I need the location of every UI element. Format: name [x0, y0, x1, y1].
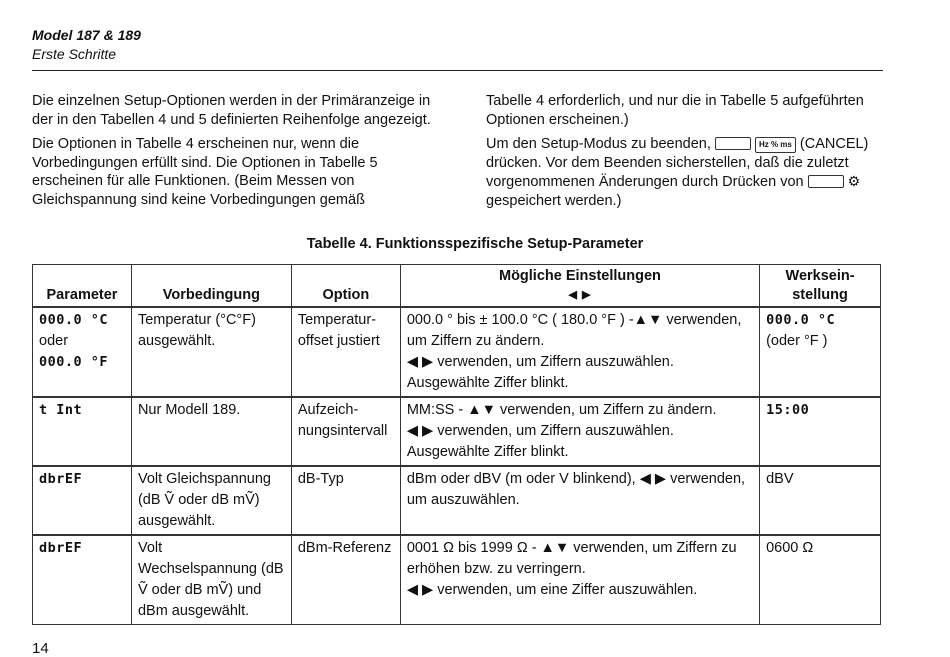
- col-header-parameter: Parameter: [33, 265, 132, 308]
- header-rule: [32, 70, 883, 71]
- col-header-werkseinstellung: Werksein- stellung: [760, 265, 881, 308]
- intro-paragraph: Die einzelnen Setup-Optionen werden in der Primäranzeige in der in den Tabellen 4 und 5 definierten Reihenfolge angezeigt.: [32, 93, 431, 128]
- intro-right-column: [486, 92, 881, 216]
- page-number: 14: [32, 640, 49, 657]
- blank-key-icon: [715, 137, 751, 150]
- page-header: [32, 26, 141, 64]
- setup-parameter-table: [32, 264, 881, 625]
- save-button-icon: ⚙: [847, 173, 861, 189]
- intro-left-column: [32, 92, 432, 215]
- blank-key-icon: [808, 175, 844, 188]
- col-header-option: Option: [291, 265, 400, 308]
- table-row: dbrEF Volt Wechselspannung (dB Ṽ oder dB mṼ) und dBm ausgewählt. dBm-Referenz 0001 Ω bis 1999 Ω - ▲▼ verwenden, um Ziffern zu erhöhen bzw. zu verringern. ◀ ▶ verwenden, um eine Ziffer auszuwählen. 0600 Ω: [33, 535, 881, 625]
- col-header-einstellungen: Mögliche Einstellungen ◀ ▶: [400, 265, 759, 308]
- table-row: dbrEF Volt Gleichspannung (dB Ṽ oder dB mṼ) ausgewählt. dB-Typ dBm oder dBV (m oder V blinkend), ◀ ▶ verwenden, um auszuwählen. dBV: [33, 466, 881, 535]
- model-title: Model 187 & 189: [32, 27, 141, 43]
- table-row: 000.0 °C oder 000.0 °F Temperatur (°C°F) ausgewählt. Temperatur-offset justiert 000.0 ° bis ± 100.0 °C ( 180.0 °F ) -▲▼ verwenden, um Ziffern zu ändern. ◀ ▶ verwenden, um Ziffern auszuwählen. Ausgewählte Ziffer blinkt. 000.0 °C (oder °F ): [33, 307, 881, 397]
- section-title: Erste Schritte: [32, 46, 117, 62]
- intro-paragraph: Tabelle 4 erforderlich, und nur die in Tabelle 5 aufgeführten Optionen erscheinen.): [486, 93, 864, 128]
- left-right-arrows-icon: ◀ ▶: [568, 289, 592, 301]
- hz-key-icon: Hz % ms: [755, 137, 796, 153]
- table-caption: Tabelle 4. Funktionsspezifische Setup-Parameter: [306, 236, 644, 252]
- intro-paragraph: Um den Setup-Modus zu beenden, Hz % ms (CANCEL) drücken. Vor dem Beenden sicherstellen, daß die zuletzt vorgenommenen Änderungen durch Drücken von ⚙ gespeichert werden.): [486, 136, 869, 209]
- intro-paragraph: Die Optionen in Tabelle 4 erscheinen nur, wenn die Vorbedingungen erfüllt sind. Die Optionen in Tabelle 5 erscheinen für alle Funktionen. (Beim Messen von Gleichspannung sind keine Vorbedingungen gemäß: [32, 136, 378, 208]
- col-header-vorbedingung: Vorbedingung: [131, 265, 291, 308]
- table-row: t Int Nur Modell 189. Aufzeich-nungsintervall MM:SS - ▲▼ verwenden, um Ziffern zu ändern. ◀ ▶ verwenden, um Ziffern auszuwählen. Ausgewählte Ziffer blinkt. 15:00: [33, 397, 881, 466]
